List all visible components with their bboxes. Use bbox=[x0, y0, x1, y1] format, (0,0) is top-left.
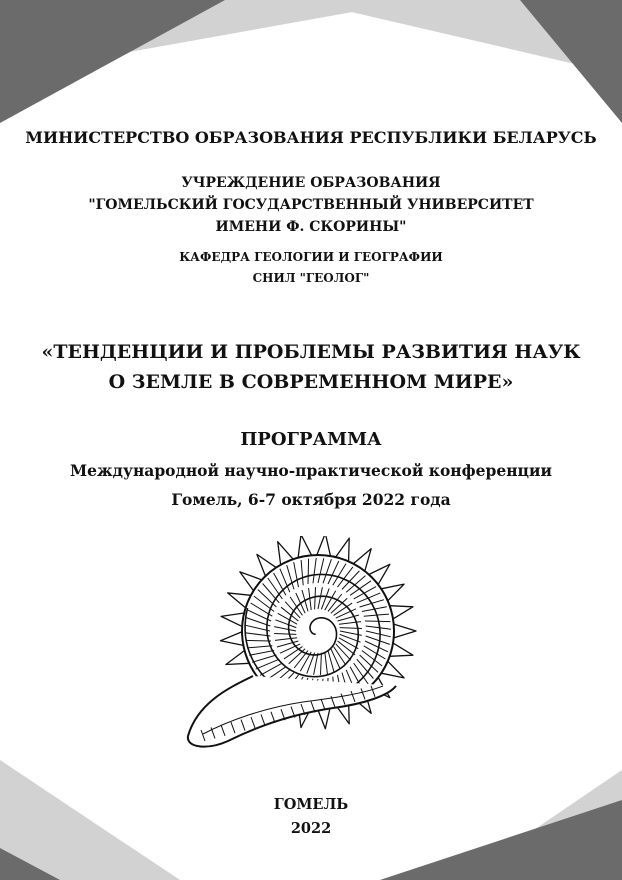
program-heading: ПРОГРАММА bbox=[240, 429, 382, 450]
ammonite-rib bbox=[246, 640, 271, 641]
conference-title bbox=[0, 337, 622, 397]
department-block bbox=[0, 247, 622, 289]
conference-title-line-1: «ТЕНДЕНЦИИ И ПРОБЛЕМЫ РАЗВИТИЯ НАУК bbox=[41, 341, 581, 363]
ammonite-spike bbox=[220, 632, 243, 646]
footer-city: ГОМЕЛЬ bbox=[273, 796, 349, 813]
department-name: КАФЕДРА ГЕОЛОГИИ И ГЕОГРАФИИ bbox=[179, 250, 443, 264]
conference-subtitle: Международной научно-практической конференции bbox=[70, 461, 552, 480]
institution-line-3: ИМЕНИ Ф. СКОРИНЫ" bbox=[215, 219, 407, 235]
ammonite-fossil-illustration bbox=[183, 536, 443, 766]
ammonite-spike bbox=[317, 536, 331, 556]
ammonite-spike bbox=[394, 624, 416, 638]
ammonite-rib bbox=[365, 621, 390, 622]
conference-title-line-2: О ЗЕМЛЕ В СОВРЕМЕННОМ МИРЕ» bbox=[108, 371, 514, 393]
institution-line-2: "ГОМЕЛЬСКИЙ ГОСУДАРСТВЕННЫЙ УНИВЕРСИТЕТ bbox=[88, 197, 534, 213]
institution-block bbox=[0, 172, 622, 238]
ammonite-spike bbox=[298, 536, 311, 558]
student-society: СНИЛ "ГЕОЛОГ" bbox=[252, 271, 370, 285]
institution-line-1: УЧРЕЖДЕНИЕ ОБРАЗОВАНИЯ bbox=[181, 175, 441, 191]
program-details bbox=[0, 456, 622, 514]
footer-block bbox=[0, 793, 622, 841]
ministry-heading: МИНИСТЕРСТВО ОБРАЗОВАНИЯ РЕСПУБЛИКИ БЕЛАРУСЬ bbox=[25, 128, 597, 147]
ammonite-rib bbox=[308, 559, 309, 584]
ammonite-spike bbox=[221, 613, 244, 627]
conference-date-place: Гомель, 6-7 октября 2022 года bbox=[171, 490, 451, 509]
footer-year: 2022 bbox=[290, 820, 332, 837]
ammonite-tail bbox=[188, 676, 396, 747]
